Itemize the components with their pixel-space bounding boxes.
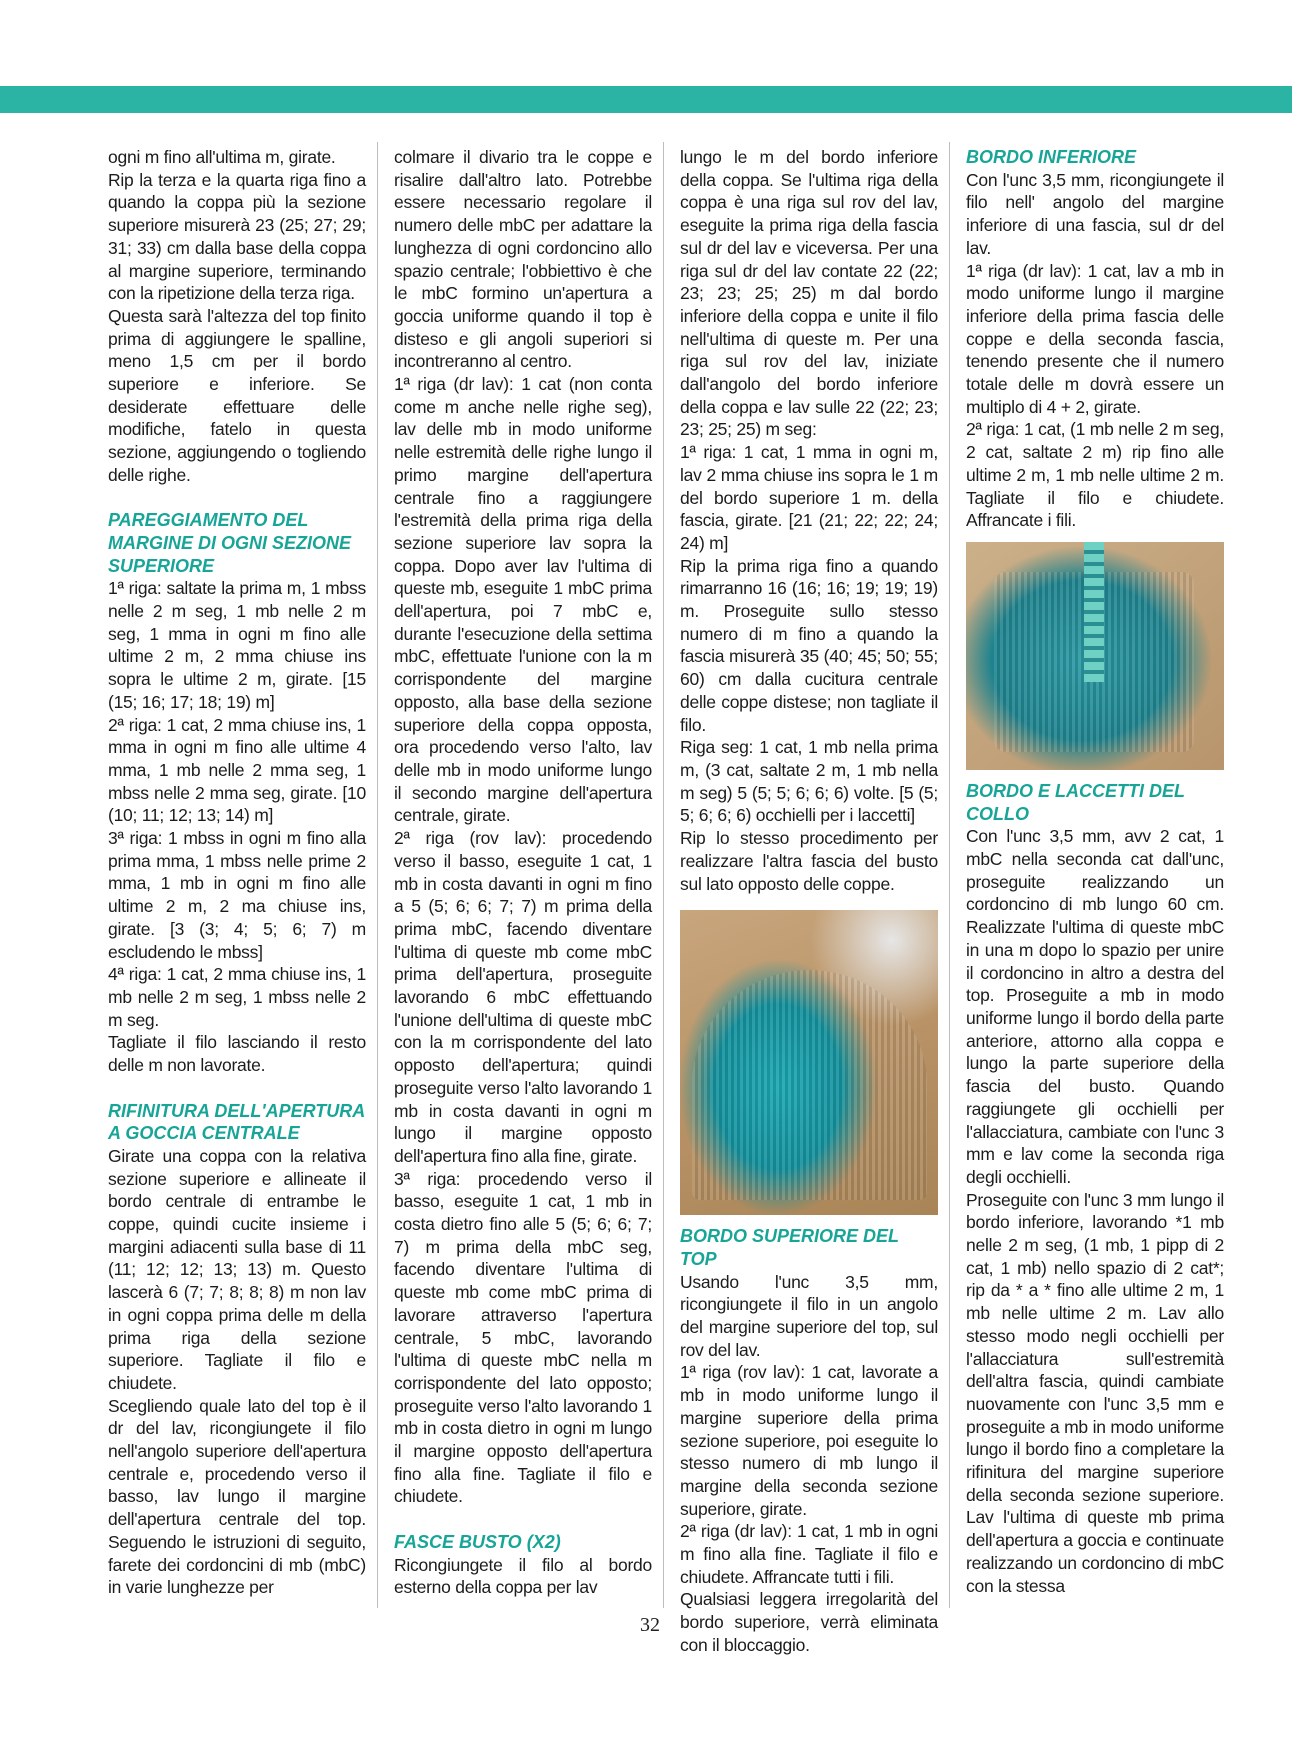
column-rule-1 xyxy=(377,142,378,1608)
column-rule-2 xyxy=(663,142,664,1608)
crochet-back-photo xyxy=(966,542,1224,770)
column-3 xyxy=(680,146,938,1657)
paragraph: Rip la prima riga fino a quando rimarranno 16 (16; 16; 19; 19; 19) m. Proseguite sullo stesso numero di m fino a quando la fascia misurerà 35 (40; 45; 50; 55; 60) cm dalla cucitura centrale delle coppe distese; non tagliate il filo. xyxy=(680,555,938,735)
row-instruction: 4ª riga: 1 cat, 2 mma chiuse ins, 1 mb nelle 2 m seg, 1 mbss nelle 2 m seg. xyxy=(108,964,366,1030)
row-instruction: 3ª riga: 1 mbss in ogni m fino alla prima mma, 1 mbss nelle prime 2 mma, 1 mb in ogni m fino alle ultime 2 m, 2 ma chiuse ins, girate. [3 (3; 4; 5; 6; 7) m escludendo le mbss] xyxy=(108,828,366,962)
row-instruction: 1ª riga (rov lav): 1 cat, lavorate a mb in modo uniforme lungo il margine superiore della prima sezione superiore, poi eseguite lo stesso numero di mb lungo il margine della seconda sezione superiore, girate. xyxy=(680,1362,938,1519)
section-heading: BORDO SUPERIORE DEL TOP xyxy=(680,1226,899,1269)
row-instruction: 2ª riga: 1 cat, (1 mb nelle 2 m seg, 2 cat, saltate 2 m) rip fino alle ultime 2 m, 1 mb nelle ultime 2 m. Tagliate il filo e chiudete. Affrancate i fili. xyxy=(966,419,1224,531)
row-instruction: 2ª riga (dr lav): 1 cat, 1 mb in ogni m fino alla fine. Tagliate il filo e chiudete. Affrancate tutti i fili. xyxy=(680,1521,938,1587)
page-number: 32 xyxy=(640,1614,660,1636)
paragraph: Rip lo stesso procedimento per realizzare l'altra fascia del busto sul lato opposto delle coppe. xyxy=(680,828,938,894)
paragraph: Ricongiungete il filo al bordo esterno della coppa per lav xyxy=(394,1554,652,1598)
section-heading: PAREGGIAMENTO DEL MARGINE DI OGNI SEZIONE SUPERIORE xyxy=(108,510,352,576)
section-heading: BORDO INFERIORE xyxy=(966,147,1137,167)
paragraph: Con l'unc 3,5 mm, avv 2 cat, 1 mbC nella seconda cat dall'unc, proseguite realizzando un cordoncino di mb lungo 60 cm. Realizzate l'ultima di queste mbC in una m dopo lo spazio per unire il cordoncino in altro a destra del top. Proseguite a mb in modo uniforme lungo il bordo della parte anteriore, attorno alla coppa e lungo la parte superiore della fascia del busto. Quando raggiungete gli occhielli per l'allacciatura, cambiate con l'unc 3 mm e lav come la seconda riga degli occhielli. xyxy=(966,826,1224,1187)
paragraph: Proseguite con l'unc 3 mm lungo il bordo inferiore, lavorando *1 mb nelle 2 m seg, (1 mb, 1 pipp di 2 cat, 1 mb) nello spazio di 2 cat*; rip da * a * fino alle ultime 2 m, 1 mb nelle ultime 2 m. Lav allo stesso modo negli occhielli per l'allacciatura sull'estremità dell'altra fascia, quindi cambiate nuovamente con l'unc 3,5 mm e proseguite a mb in modo uniforme lungo il bordo fino a completare la rifinitura del margine superiore della seconda sezione superiore. Lav l'ultima di queste mb prima dell'apertura a goccia e continuate realizzando un cordoncino di mbC con la stessa xyxy=(966,1189,1224,1596)
row-instruction: 2ª riga: 1 cat, 2 mma chiuse ins, 1 mma in ogni m fino alle ultime 4 mma, 1 mb nelle 2 mma seg, 1 mbss nelle 2 mma seg, girate. [10 (10; 11; 12; 13; 14) m] xyxy=(108,714,366,826)
paragraph: colmare il divario tra le coppe e risalire dall'altro lato. Potrebbe essere necessario regolare il numero delle mbC per adattare la lunghezza di ogni cordoncino allo spazio centrale; l'obbiettivo è che le mbC formino un'apertura a goccia uniforme quando il top è disteso e gli angoli superiori si incontreranno al centro. xyxy=(394,147,652,372)
paragraph: lungo le m del bordo inferiore della coppa. Se l'ultima riga della coppa è una riga sul rov del lav, eseguite la prima riga della fascia sul dr del lav e viceversa. Per una riga sul dr del lav contate 22 (22; 23; 23; 25; 25) m dal bordo inferiore della coppa e unite il filo nell'ultima di queste m. Per una riga sul rov del lav, iniziate dall'angolo del bordo inferiore della coppa e lav sulle 22 (22; 23; 23; 25; 25) m seg: xyxy=(680,147,938,440)
row-instruction: 1ª riga: saltate la prima m, 1 mbss nelle 2 m seg, 1 mb nelle 2 m seg, 1 mma in ogni m fino alle ultime 2 m, 2 mma chiuse ins sopra le ultime 2 m, girate. [15 (15; 16; 17; 18; 19) m] xyxy=(108,578,366,712)
lacing-strap xyxy=(1084,542,1104,682)
column-2 xyxy=(394,146,652,1599)
row-instruction: 2ª riga (rov lav): procedendo verso il basso, eseguite 1 cat, 1 mb in costa davanti in ogni m fino a 5 (5; 6; 6; 7; 7) m prima della prima mbC, facendo diventare l'ultima di queste mb come mbC prima dell'apertura, proseguite lavorando 6 mbC effettuando l'unione dell'ultima di queste mbC con la m corrispondente del lato opposto dell'apertura; quindi proseguite verso l'alto lavorando 1 mb in costa davanti in ogni m lungo il margine opposto dell'apertura fino alla fine, girate. xyxy=(394,828,652,1166)
paragraph: Usando l'unc 3,5 mm, ricongiungete il filo in un angolo del margine superiore del top, sul rov del lav. xyxy=(680,1271,938,1360)
column-1 xyxy=(108,146,366,1599)
paragraph: Tagliate il filo lasciando il resto delle m non lavorate. xyxy=(108,1032,366,1076)
paragraph: Con l'unc 3,5 mm, ricongiungete il filo nell' angolo del margine inferiore di una fascia, sul dr del lav. xyxy=(966,169,1224,258)
row-instruction: 3ª riga: procedendo verso il basso, eseguite 1 cat, 1 mb in costa dietro fino alle 5 (5; 6; 6; 7; 7) m prima della mbC seg, facendo diventare l'ultima di queste mb come mbC prima di lavorare attraverso l'apertura centrale, 5 mbC, lavorando l'ultima di queste mbC nella m corrispondente del lato opposto; proseguite verso l'alto lavorando 1 mb in costa dietro in ogni m lungo il margine opposto dell'apertura fino alla fine. Tagliate il filo e chiudete. xyxy=(394,1168,652,1507)
paragraph: Rip la terza e la quarta riga fino a quando la coppa più la sezione superiore misurerà 23 (25; 27; 29; 31; 33) cm dalla base della coppa al margine superiore, terminando con la ripetizione della terza riga. xyxy=(108,169,366,304)
column-4 xyxy=(966,146,1224,1597)
section-heading: FASCE BUSTO (X2) xyxy=(394,1531,561,1552)
paragraph: Questa sarà l'altezza del top finito prima di aggiungere le spalline, meno 1,5 cm per il bordo superiore e inferiore. Se desiderate effettuare delle modifiche, fatelo in questa sezione, aggiungendo o togliendo delle righe. xyxy=(108,305,366,485)
row-instruction: 1ª riga (dr lav): 1 cat, lav a mb in modo uniforme lungo il margine inferiore della prima fascia delle coppe e della seconda fascia, tenendo presente che il numero totale delle m dovrà essere un multiplo di 4 + 2, girate. xyxy=(966,260,1224,417)
paragraph: Girate una coppa con la relativa sezione superiore e allineate il bordo centrale di entrambe le coppe, quindi cucite insieme i margini adiacenti sulla base di 11 (11; 12; 12; 13; 13) m. Questo lascerà 6 (7; 7; 8; 8; 8) m non lav in ogni coppa prima delle m della prima riga della sezione superiore. Tagliate il filo e chiudete. xyxy=(108,1145,366,1393)
row-instruction: 1ª riga: 1 cat, 1 mma in ogni m, lav 2 mma chiuse ins sopra le 1 m del bordo superiore 1 m. della fascia, girate. [21 (21; 22; 22; 24; 24) m] xyxy=(680,442,938,553)
column-rule-3 xyxy=(949,142,950,1608)
row-instruction: Riga seg: 1 cat, 1 mb nella prima m, (3 cat, saltate 2 m, 1 mb nella m seg) 5 (5; 5; 6; 6; 6) volte. [5 (5; 5; 6; 6; 6) occhielli per i laccetti] xyxy=(680,737,938,826)
top-color-band xyxy=(0,86,1292,113)
row-instruction: 1ª riga (dr lav): 1 cat (non conta come m anche nelle righe seg), lav delle mb in modo uniforme nelle estremità delle righe lungo il primo margine dell'apertura centrale fino a raggiungere l'estremità della prima riga della sezione superiore lav sopra la coppa. Dopo aver lav l'ultima di queste mb, eseguite 1 mbC prima dell'apertura, poi 7 mbC e, durante l'esecuzione della settima mbC, effettuate l'unione con la m corrispondente del margine opposto, alla base della sezione superiore della coppa opposta, ora procedendo verso l'alto, lav delle mb in modo uniforme lungo il secondo margine dell'apertura centrale, girate. xyxy=(394,374,652,826)
paragraph: Scegliendo quale lato del top è il dr del lav, ricongiungete il filo nell'angolo superiore dell'apertura centrale e, procedendo verso il basso, lav lungo il margine dell'apertura centrale del top. Seguendo le istruzioni di seguito, farete dei cordoncini di mb (mbC) in varie lunghezze per xyxy=(108,1395,366,1598)
crochet-texture xyxy=(692,970,927,1200)
section-heading: BORDO E LACCETTI DEL COLLO xyxy=(966,780,1185,824)
section-heading: RIFINITURA DELL'APERTURA A GOCCIA CENTRALE xyxy=(108,1100,365,1144)
paragraph: Qualsiasi leggera irregolarità del bordo superiore, verrà eliminata con il bloccaggio. xyxy=(680,1589,938,1655)
paragraph: ogni m fino all'ultima m, girate. xyxy=(108,147,336,167)
crochet-top-photo xyxy=(680,910,938,1215)
